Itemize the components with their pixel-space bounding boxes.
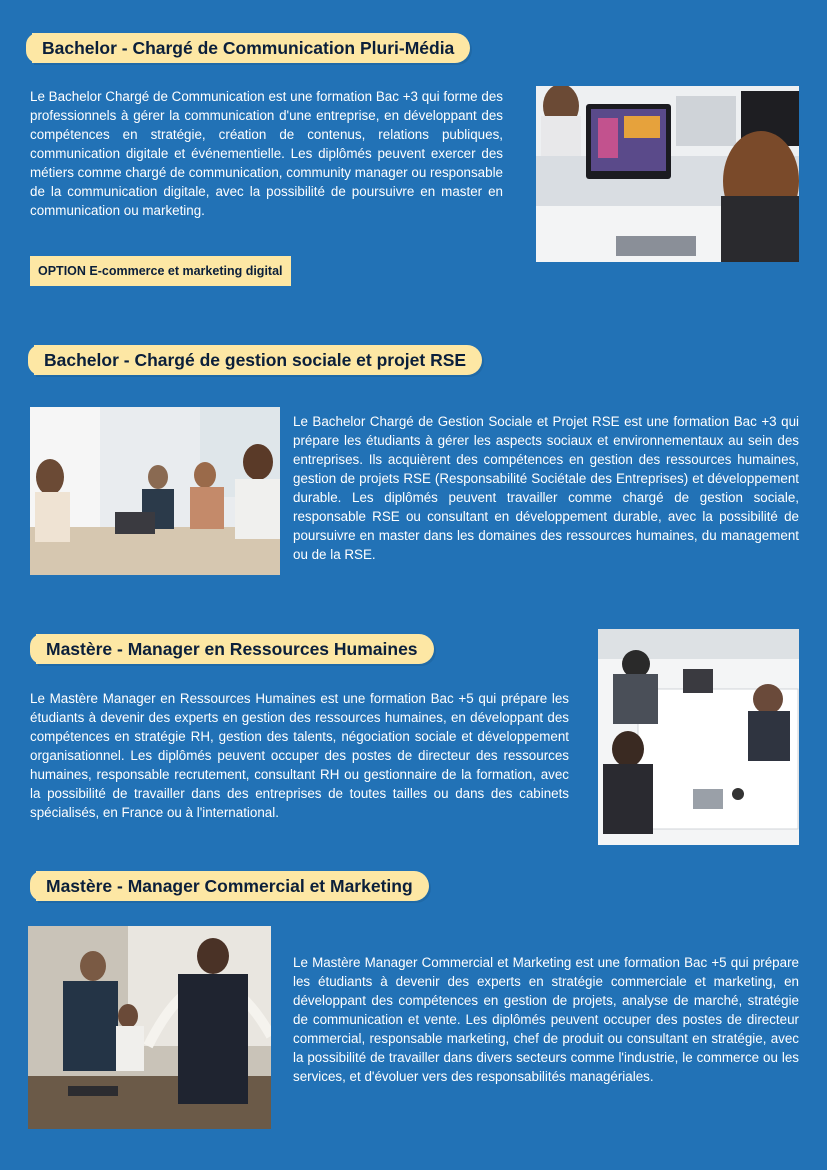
section-title-rh: Mastère - Manager en Ressources Humaines	[36, 634, 434, 664]
photo-team-desk	[598, 629, 799, 845]
photo-students-computers	[536, 86, 799, 262]
section-title-rse: Bachelor - Chargé de gestion sociale et projet RSE	[34, 345, 482, 375]
section-title-commercial: Mastère - Manager Commercial et Marketing	[36, 871, 429, 901]
section-description-commercial: Le Mastère Manager Commercial et Marketing est une formation Bac +5 qui prépare les étudiants à devenir des experts en stratégie commerciale et marketing, en développant des compétences en gestion de projets, analyse de marché, stratégie de communication et vente. Les diplômés peuvent occuper des postes de directeur commercial, responsable marketing, chef de produit ou consultant en stratégie, avec la possibilité de travailler dans divers secteurs comme l'industrie, le commerce ou les services, et d'évoluer vers des responsabilités managériales.	[293, 955, 799, 1084]
photo-business-meeting	[30, 407, 280, 575]
option-badge-ecommerce: OPTION E-commerce et marketing digital	[30, 256, 291, 286]
section-description-rh: Le Mastère Manager en Ressources Humaines est une formation Bac +5 qui prépare les étudiants à devenir des experts en gestion des ressources humaines, en développant des compétences en stratégie RH, gestion des talents, négociation sociale et développement organisationnel. Les diplômés peuvent occuper des postes de directeur des ressources humaines, responsable recrutement, consultant RH ou gestionnaire de la formation, avec la possibilité de travailler dans des entreprises de toutes tailles ou dans des cabinets spécialisés, en France ou à l'international.	[30, 691, 569, 820]
photo-handshake	[28, 926, 271, 1129]
section-description-communication: Le Bachelor Chargé de Communication est une formation Bac +3 qui forme des professionnels à gérer la communication d'une entreprise, en développant des compétences en stratégie, création de contenus, relations publiques, communication digitale et événementielle. Les diplômés peuvent exercer des métiers comme chargé de communication, community manager ou responsable de la communication digitale, avec la possibilité de poursuivre en master en communication ou marketing.	[30, 89, 503, 218]
section-description-rse: Le Bachelor Chargé de Gestion Sociale et Projet RSE est une formation Bac +3 qui prépare les étudiants à gérer les aspects sociaux et environnementaux au sein des entreprises. Ils acquièrent des compétences en gestion des ressources humaines, gestion de projets RSE (Responsabilité Sociétale des Entreprises) et développement durable. Les diplômés peuvent travailler comme chargé de gestion sociale, responsable RSE ou consultant en développement durable, avec la possibilité de poursuivre en master dans les domaines des ressources humaines, du management ou de la RSE.	[293, 414, 799, 562]
section-title-communication: Bachelor - Chargé de Communication Pluri-Média	[32, 33, 470, 63]
